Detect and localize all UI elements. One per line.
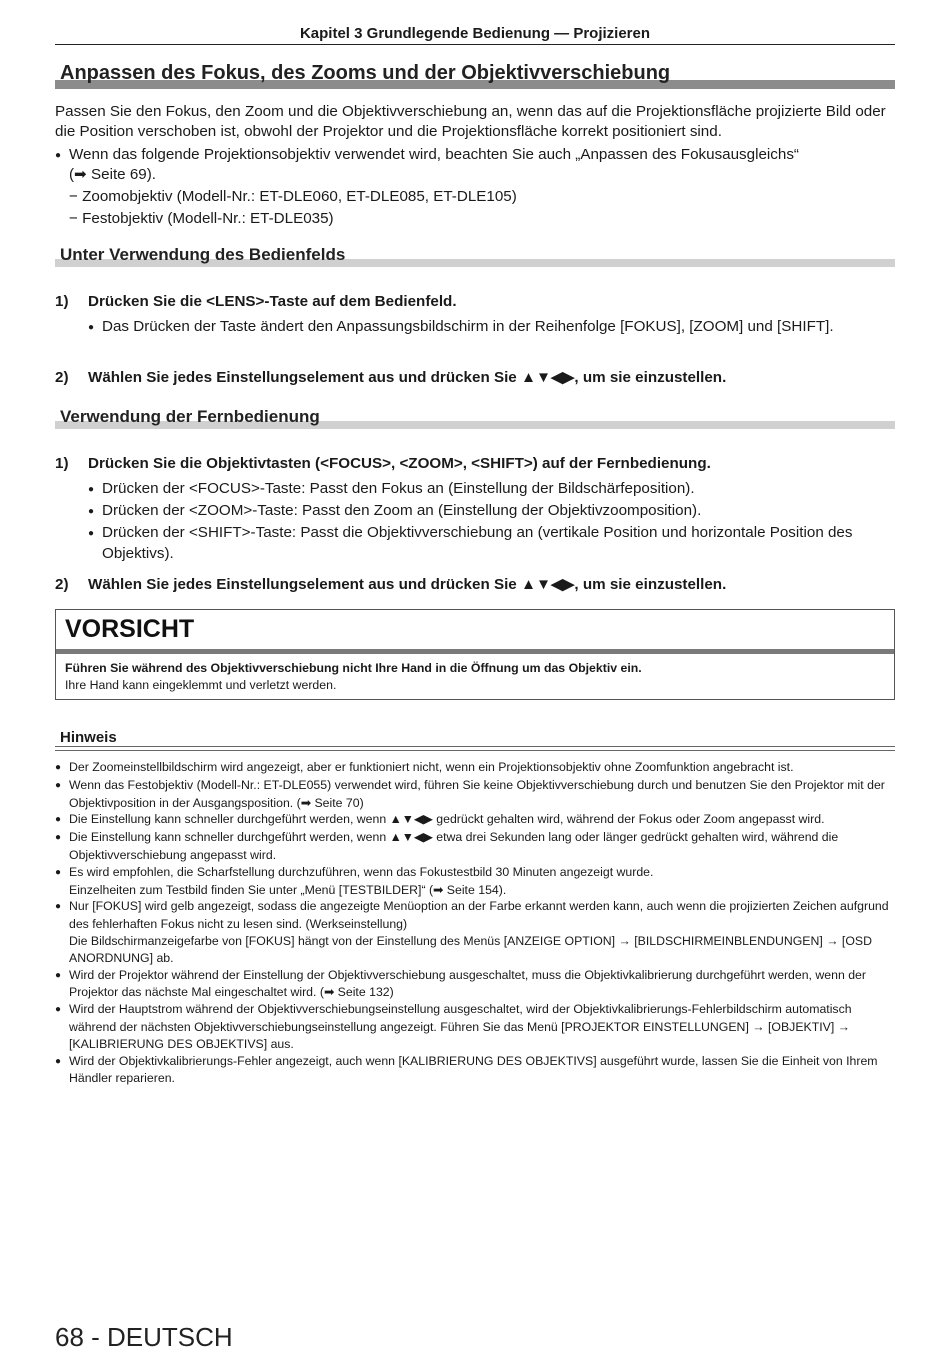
page-title: Anpassen des Fokus, des Zooms und der Objektivverschiebung	[60, 62, 671, 84]
note-item: ● Wird der Hauptstrom während der Objektivverschiebungseinstellung ausgeschaltet, wird der Objektivkalibrierungs-Fehlerbildschirm automatisch während der nächsten Objektivverschiebungseinstellung angezeigt. Führen Sie das Menü [PROJEKTOR EINSTELLUNGEN] → [OBJEKTIV] → [KALIBRIERUNG DES OBJEKTIVS] aus.	[55, 1001, 895, 1052]
step-text: Drücken Sie die Objektivtasten (<FOCUS>, <ZOOM>, <SHIFT>) auf der Fernbedienung.	[88, 455, 711, 472]
page-number: 68 - DEUTSCH	[55, 1322, 233, 1352]
bullet-icon	[88, 502, 102, 519]
step-sub-bullet: ● Drücken der <FOCUS>-Taste: Passt den Fokus an (Einstellung der Bildschärfeposition).	[88, 479, 909, 500]
bullet-icon	[55, 830, 69, 844]
caution-title: VORSICHT	[65, 615, 195, 643]
bullet-icon	[55, 812, 69, 826]
step-number: 1)	[55, 455, 69, 472]
step-text: Drücken Sie die <LENS>-Taste auf dem Bedienfeld.	[88, 293, 457, 310]
note-item: ● Wenn das Festobjektiv (Modell-Nr.: ET-DLE055) verwendet wird, führen Sie keine Objektivverschiebung durch und benutzen Sie den Projektor mit der Objektivposition in der Ausgangsposition. (➡ Seite 70)	[55, 777, 895, 812]
bullet-icon	[88, 524, 102, 541]
note-item: ● Die Einstellung kann schneller durchgeführt werden, wenn ▲▼◀▶ gedrückt gehalten wird, während der Fokus oder Zoom angepasst wird.	[55, 811, 895, 829]
step-sub-bullet: ● Drücken der <ZOOM>-Taste: Passt den Zoom an (Einstellung der Objektivzoomposition).	[88, 501, 909, 522]
chapter-header: Kapitel 3 Grundlegende Bedienung — Projizieren	[55, 25, 895, 45]
note-item: ● Wird der Projektor während der Einstellung der Objektivverschiebung ausgeschaltet, muss die Objektivkalibrierung durchgeführt werden, wenn der Projektor das nächste Mal eingeschaltet wird. (➡ Seite 132)	[55, 967, 895, 1002]
bullet-icon	[88, 318, 102, 335]
divider	[55, 746, 895, 747]
step-number: 2)	[55, 576, 69, 593]
step-sub-bullet: ● Das Drücken der Taste ändert den Anpassungsbildschirm in der Reihenfolge [FOKUS], [ZOOM] und [SHIFT].	[88, 317, 909, 338]
section-title	[55, 60, 895, 90]
bullet-icon	[88, 480, 102, 497]
bullet-icon	[55, 899, 69, 913]
intro-bullet: ● Wenn das folgende Projektionsobjektiv verwendet wird, beachten Sie auch „Anpassen des Fokusausgleichs“	[55, 145, 909, 166]
caution-detail: Ihre Hand kann eingeklemmt und verletzt werden.	[65, 678, 337, 692]
bullet-icon	[55, 1002, 69, 1016]
bullet-icon	[55, 760, 69, 774]
intro-bullet-ref: (➡ Seite 69).	[69, 166, 157, 183]
intro-paragraph: Passen Sie den Fokus, den Zoom und die Objektivverschiebung an, wenn das auf die Projektionsfläche projizierte Bild oder die Position verschoben ist, obwohl der Projektor und die Projektionsfläche korrekt positioniert sind.	[55, 103, 886, 140]
subsection-heading: Unter Verwendung des Bedienfelds	[55, 245, 895, 267]
note-item: ● Wird der Objektivkalibrierungs-Fehler angezeigt, auch wenn [KALIBRIERUNG DES OBJEKTIVS] ausgeführt wurde, lassen Sie die Einheit von Ihrem Händler reparieren.	[55, 1053, 895, 1088]
step-text: Wählen Sie jedes Einstellungselement aus und drücken Sie ▲▼◀▶, um sie einzustellen.	[88, 369, 727, 386]
caution-bar	[56, 649, 894, 654]
bullet-icon	[55, 865, 69, 879]
note-item: ● Es wird empfohlen, die Scharfstellung durchzuführen, wenn das Fokustestbild 30 Minuten angezeigt wurde. Einzelheiten zum Testbild finden Sie unter „Menü [TESTBILDER]“ (➡ Seite 154).	[55, 864, 895, 899]
note-item: ● Die Einstellung kann schneller durchgeführt werden, wenn ▲▼◀▶ etwa drei Sekunden lang oder länger gedrückt gehalten wird, während die Objektivverschiebung angepasst wird.	[55, 829, 895, 864]
subsection-heading: Verwendung der Fernbedienung	[55, 407, 895, 429]
divider	[55, 750, 895, 751]
notes-list	[55, 759, 895, 1087]
bullet-icon	[55, 968, 69, 982]
step-sub-bullet: ● Drücken der <SHIFT>-Taste: Passt die Objektivverschiebung an (vertikale Position und horizontale Position des Objektivs).	[88, 523, 909, 564]
note-item: ● Der Zoomeinstellbildschirm wird angezeigt, aber er funktioniert nicht, wenn ein Projektionsobjektiv ohne Zoomfunktion angebracht ist.	[55, 759, 895, 777]
step-text: Wählen Sie jedes Einstellungselement aus und drücken Sie ▲▼◀▶, um sie einzustellen.	[88, 576, 727, 593]
lens-dash-item: − Zoomobjektiv (Modell-Nr.: ET-DLE060, ET-DLE085, ET-DLE105)	[69, 188, 517, 205]
lens-dash-item: − Festobjektiv (Modell-Nr.: ET-DLE035)	[69, 210, 334, 227]
dash-icon: −	[69, 210, 83, 227]
caution-box	[55, 609, 895, 700]
bullet-icon	[55, 1054, 69, 1068]
bullet-icon	[55, 778, 69, 792]
note-item: ● Nur [FOKUS] wird gelb angezeigt, sodass die angezeigte Menüoption an der Farbe erkannt werden kann, auch wenn die projizierten Zeichen aufgrund des fehlerhaften Fokus nicht zu lesen sind. (Werkseinstellung) Die Bildschirmanzeigefarbe von [FOKUS] hängt von der Einstellung des Menüs [ANZEIGE OPTION] → [BILDSCHIRMEINBLENDUNGEN] → [OSD ANORDNUNG] ab.	[55, 898, 895, 966]
caution-warning: Führen Sie während des Objektivverschiebung nicht Ihre Hand in die Öffnung um das Objektiv ein.	[65, 661, 642, 675]
notes-heading: Hinweis	[60, 729, 117, 746]
step-number: 2)	[55, 369, 69, 386]
bullet-icon	[55, 146, 69, 163]
dash-icon: −	[69, 188, 83, 205]
step-number: 1)	[55, 293, 69, 310]
